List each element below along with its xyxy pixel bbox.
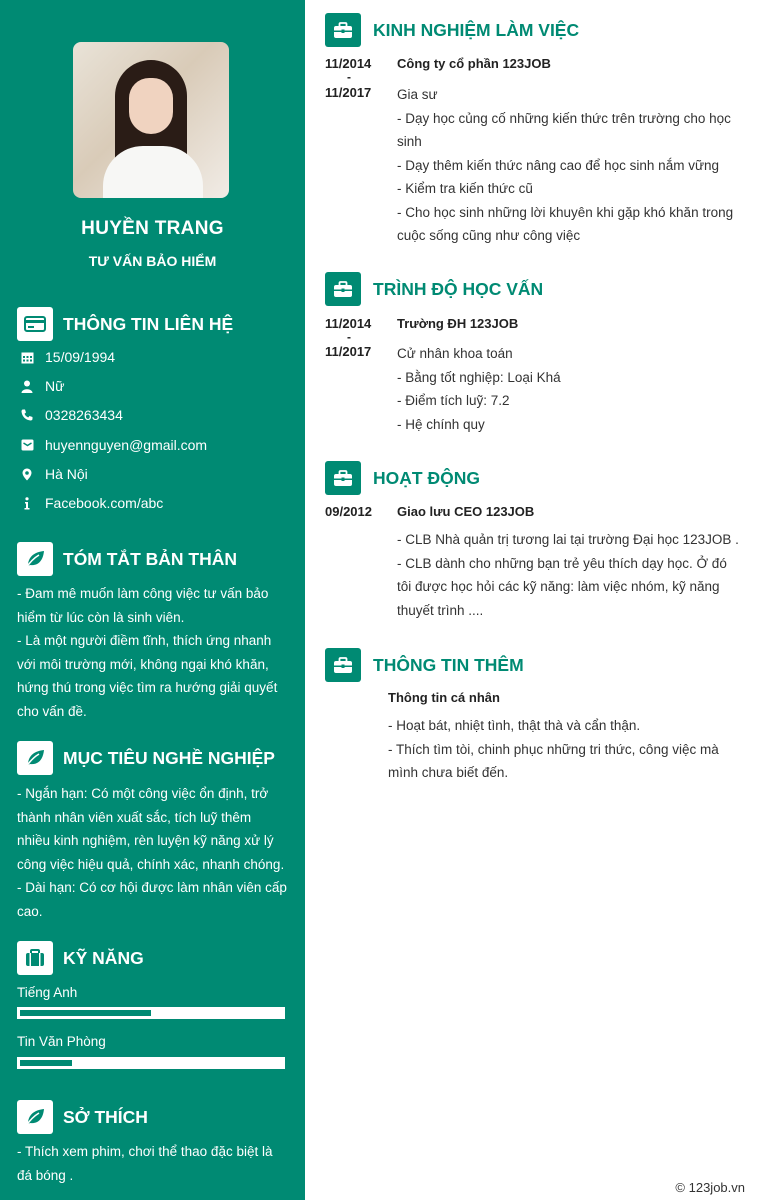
skill-name: Tin Văn Phòng [17, 1034, 106, 1049]
hobbies-section-header [17, 1100, 148, 1134]
extra-section-title: THÔNG TIN THÊM [373, 654, 524, 675]
skill-fill [20, 1060, 72, 1066]
objective-line: - Dài hạn: Có cơ hội được làm nhân viên cấp cao. [17, 880, 287, 919]
activity-bullet: - CLB Nhà quản trị tương lai tại trường Đại học 123JOB . [397, 532, 739, 547]
extra-bullet: - Hoạt bát, nhiệt tình, thật thà và cẩn thận. [388, 718, 641, 733]
contact-section-title: THÔNG TIN LIÊN HỆ [63, 313, 234, 334]
contact-value: Facebook.com/abc [45, 495, 164, 511]
objective-line: - Ngắn hạn: Có một công việc ổn định, trở thành nhân viên xuất sắc, tích luỹ thêm nhiều kinh nghiệm, rèn luyện kỹ năng xử lý công việc hiệu quả, chính xác, nhanh chóng. [17, 786, 285, 872]
hobbies-section-title: SỞ THÍCH [63, 1106, 148, 1127]
contact-value: Nữ [45, 378, 65, 394]
leaf-icon [17, 1100, 53, 1134]
contact-facebook [20, 495, 163, 511]
contact-value: huyennguyen@gmail.com [45, 437, 208, 453]
calendar-icon [20, 350, 34, 364]
education-details [397, 342, 742, 436]
date-separator: - [347, 70, 351, 84]
contact-value: 15/09/1994 [45, 349, 116, 365]
location-icon [20, 467, 34, 481]
education-section-header [325, 272, 543, 306]
education-school: Trường ĐH 123JOB [397, 316, 519, 331]
contact-gender [20, 378, 64, 394]
experience-details [397, 83, 742, 248]
activity-details [397, 528, 742, 622]
sidebar [0, 0, 305, 1200]
briefcase-icon [325, 272, 361, 306]
experience-date-from: 11/2014 [325, 56, 372, 71]
copyright-text: © 123job.vn [675, 1180, 745, 1195]
leaf-icon [17, 542, 53, 576]
profile-name: HUYỀN TRANG [81, 218, 224, 239]
hobbies-text: - Thích xem phim, chơi thể thao đặc biệt là đá bóng . [17, 1144, 273, 1183]
experience-bullet: - Dạy thêm kiến thức nâng cao để học sinh nắm vững [397, 157, 719, 173]
objective-section-title: MỤC TIÊU NGHỀ NGHIỆP [63, 747, 275, 768]
experience-section-header [325, 13, 579, 47]
experience-bullet: - Kiểm tra kiến thức cũ [397, 181, 533, 196]
activities-section-title: HOẠT ĐỘNG [373, 467, 480, 488]
experience-bullet: - Dạy học củng cố những kiến thức trên trường cho học sinh [397, 110, 731, 149]
summary-text [17, 582, 287, 723]
activity-name: Giao lưu CEO 123JOB [397, 504, 535, 519]
extra-subtitle: Thông tin cá nhân [388, 690, 500, 705]
activity-bullet: - CLB dành cho những bạn trẻ yêu thích dạy học. Ở đó tôi được học hỏi các kỹ năng: làm việc nhóm, kỹ năng thuyết trình .... [397, 555, 727, 618]
skills-section-title: KỸ NĂNG [63, 947, 144, 968]
skill-bar [17, 1007, 285, 1019]
contact-value: Hà Nội [45, 466, 88, 482]
contact-section-header [17, 307, 233, 341]
leaf-icon [17, 741, 53, 775]
education-date-from: 11/2014 [325, 316, 372, 331]
briefcase-icon [325, 461, 361, 495]
skill-fill [20, 1010, 151, 1016]
contact-phone [20, 407, 123, 423]
experience-date-to: 11/2017 [325, 85, 372, 100]
experience-company: Công ty cổ phần 123JOB [397, 56, 551, 71]
date-separator: - [347, 330, 351, 344]
contact-birthday [20, 349, 115, 365]
info-icon [20, 496, 34, 510]
briefcase-icon [17, 941, 53, 975]
activity-date: 09/2012 [325, 504, 372, 519]
experience-bullet: - Cho học sinh những lời khuyên khi gặp khó khăn trong cuộc sống cũng như công việc [397, 204, 734, 243]
phone-icon [20, 408, 34, 422]
education-section-title: TRÌNH ĐỘ HỌC VẤN [373, 278, 544, 299]
profile-photo [73, 42, 229, 198]
contact-email [20, 437, 207, 453]
contact-value: 0328263434 [45, 407, 123, 423]
profile-role: TƯ VẤN BẢO HIỂM [88, 253, 217, 269]
extra-bullet: - Thích tìm tòi, chinh phục những tri thức, công việc mà mình chưa biết đến. [388, 741, 719, 780]
skill-bar [17, 1057, 285, 1069]
briefcase-icon [325, 648, 361, 682]
skills-section-header [17, 941, 144, 975]
education-bullet: - Bằng tốt nghiệp: Loại Khá [397, 369, 561, 385]
email-icon [20, 438, 34, 452]
skill-name: Tiếng Anh [17, 985, 78, 1000]
id-card-icon [17, 307, 53, 341]
education-degree: Cử nhân khoa toán [397, 346, 513, 361]
education-date-to: 11/2017 [325, 344, 372, 359]
objective-text [17, 782, 287, 923]
user-icon [20, 379, 34, 393]
contact-address [20, 466, 88, 482]
briefcase-icon [325, 13, 361, 47]
experience-section-title: KINH NGHIỆM LÀM VIỆC [373, 19, 580, 40]
summary-line: - Là một người điềm tĩnh, thích ứng nhanh với môi trường mới, không ngại khó khăn, hứng thú trong việc tìm ra hướng giải quyết cho vấn đề. [17, 633, 278, 719]
experience-position: Gia sư [397, 87, 438, 102]
extra-details [388, 714, 738, 785]
education-bullet: - Điểm tích luỹ: 7.2 [397, 393, 510, 408]
extra-section-header [325, 648, 524, 682]
education-bullet: - Hệ chính quy [397, 416, 485, 432]
activities-section-header [325, 461, 480, 495]
summary-section-title: TÓM TẮT BẢN THÂN [63, 548, 238, 569]
objective-section-header [17, 741, 275, 775]
summary-line: - Đam mê muốn làm công việc tư vấn bảo hiểm từ lúc còn là sinh viên. [17, 586, 269, 625]
summary-section-header [17, 542, 237, 576]
